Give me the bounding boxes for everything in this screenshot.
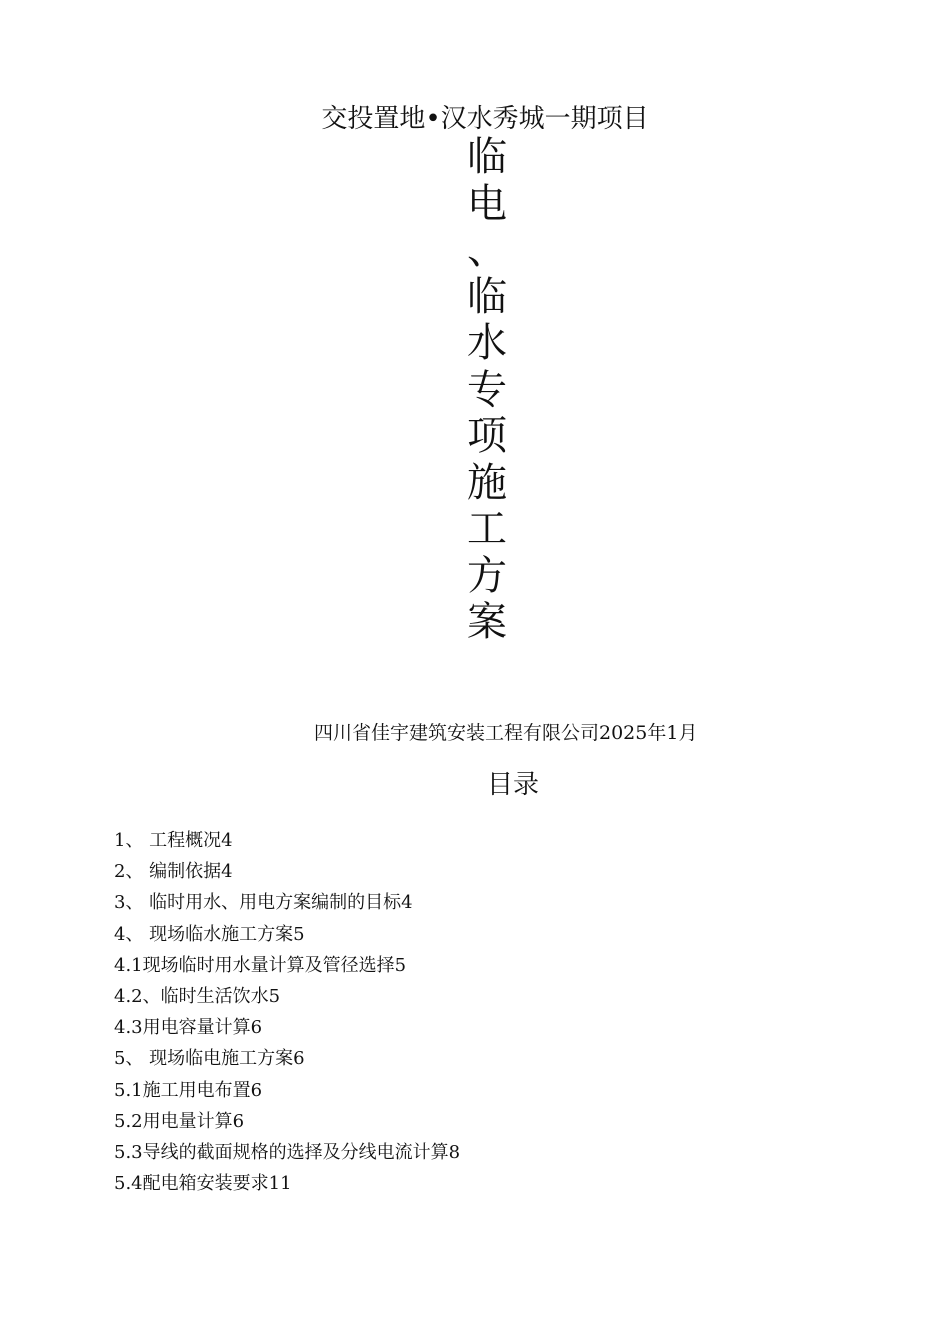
- toc-item[interactable]: 4.1现场临时用水量计算及管径选择5: [114, 954, 407, 976]
- title-char: 电: [467, 180, 507, 227]
- toc-item[interactable]: 4.2、临时生活饮水5: [114, 985, 281, 1007]
- title-char: 水: [467, 320, 507, 366]
- title-char: 、: [467, 227, 507, 273]
- vertical-document-title: [463, 134, 511, 646]
- title-char: 项: [467, 413, 507, 459]
- title-char: 施: [467, 459, 507, 506]
- company-and-date: 四川省佳宇建筑安装工程有限公司2025年1月: [314, 722, 698, 744]
- toc-item[interactable]: 1、 工程概况4: [114, 830, 233, 851]
- toc-item[interactable]: 5.4配电箱安装要求11: [114, 1173, 292, 1195]
- toc-item[interactable]: 4、 现场临水施工方案5: [114, 923, 305, 945]
- title-char: 工: [467, 506, 507, 552]
- toc-item[interactable]: 5、 现场临电施工方案6: [114, 1048, 305, 1070]
- title-char: 专: [467, 366, 507, 413]
- table-of-contents: [114, 828, 460, 1202]
- title-char: 方: [467, 552, 507, 599]
- title-char: 临: [467, 273, 507, 320]
- toc-item[interactable]: 4.3用电容量计算6: [114, 1017, 263, 1039]
- toc-item[interactable]: 2、 编制依据4: [114, 861, 233, 883]
- toc-item[interactable]: 3、 临时用水、用电方案编制的目标4: [114, 892, 413, 914]
- toc-heading: 目录: [487, 770, 540, 800]
- project-title: 交投置地•汉水秀城一期项目: [321, 104, 649, 134]
- toc-item[interactable]: 5.1施工用电布置6: [114, 1079, 263, 1101]
- toc-item[interactable]: 5.2用电量计算6: [114, 1110, 245, 1132]
- toc-item[interactable]: 5.3导线的截面规格的选择及分线电流计算8: [114, 1141, 461, 1163]
- title-char: 案: [467, 599, 507, 645]
- title-char: 临: [467, 134, 507, 180]
